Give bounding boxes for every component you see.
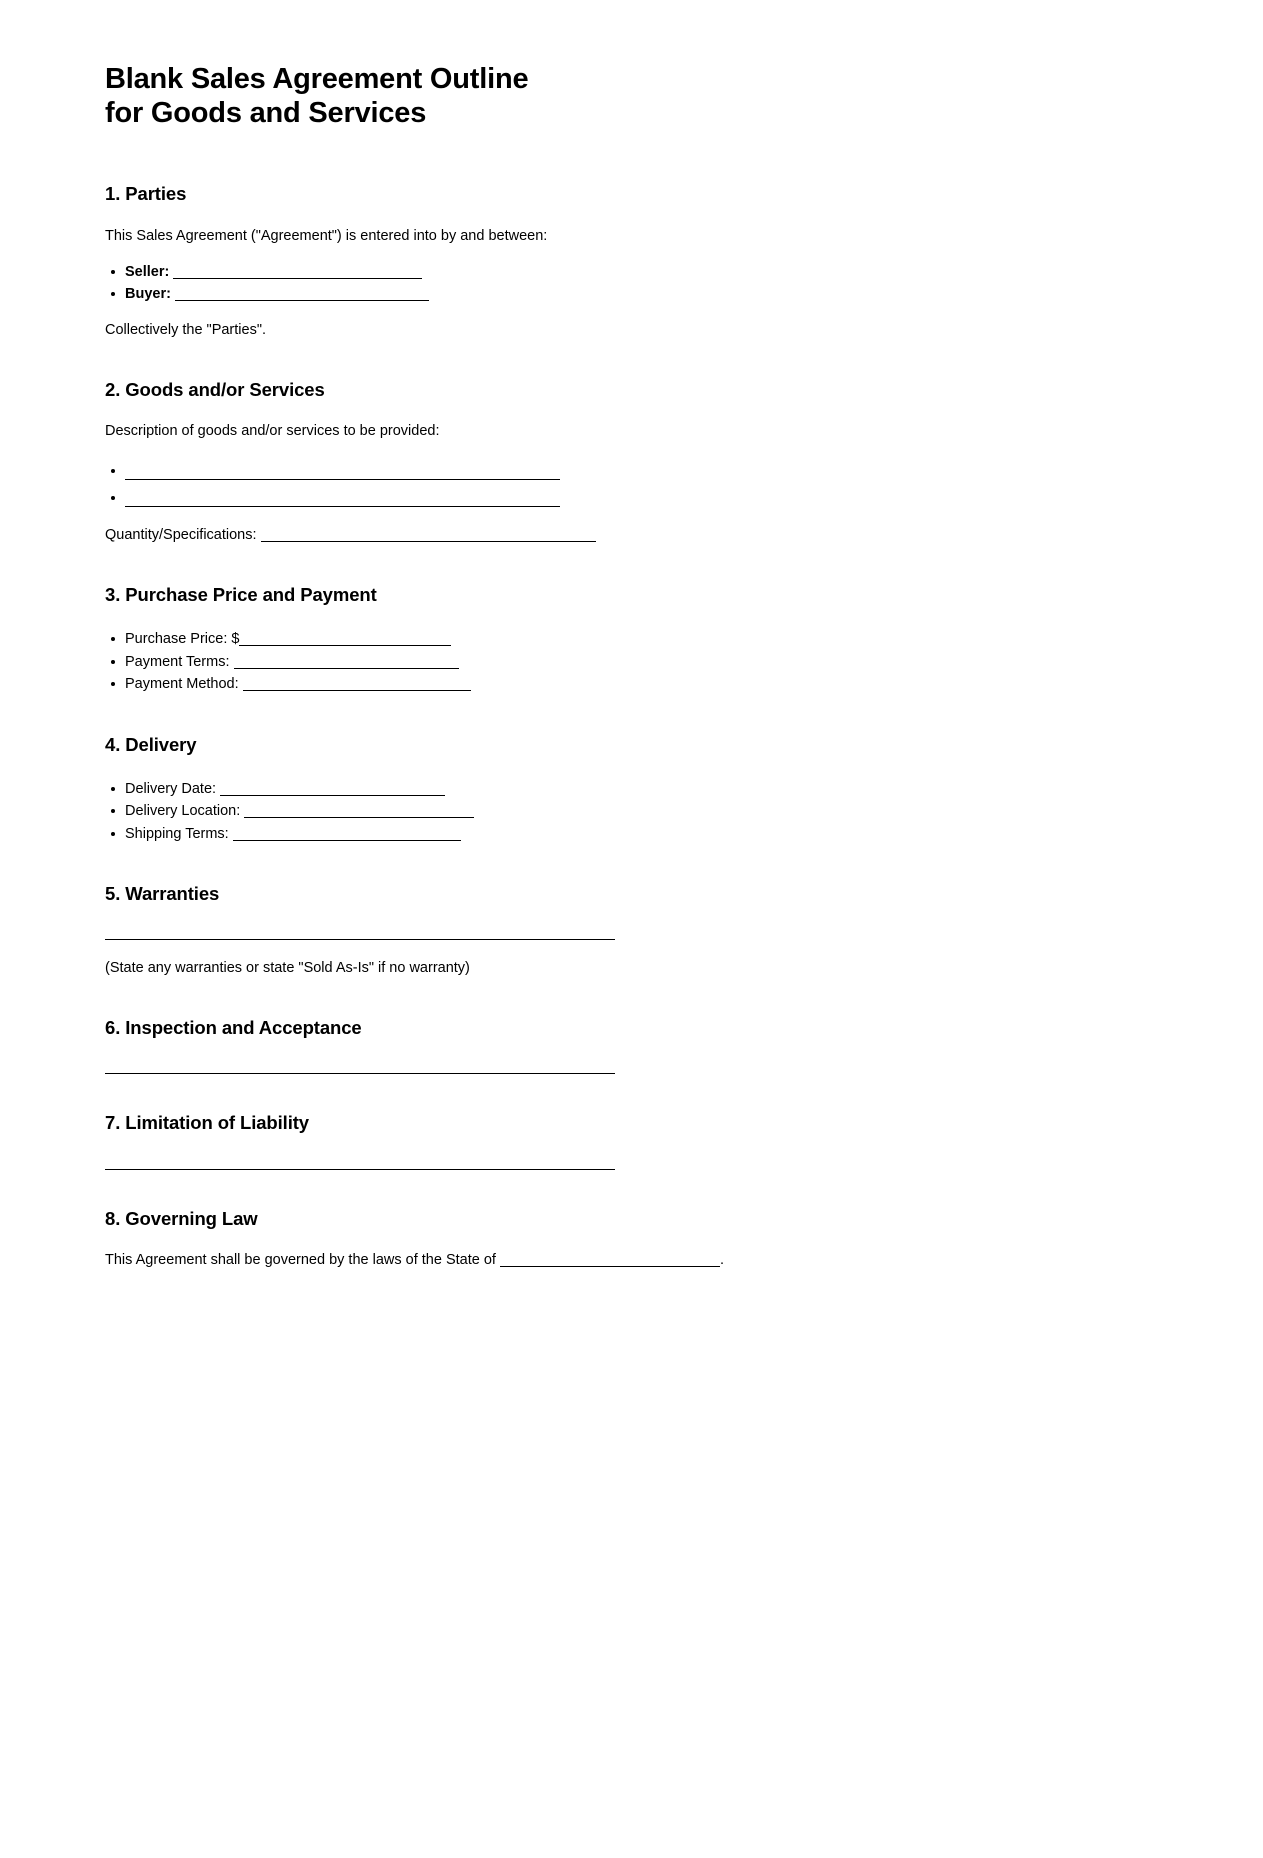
delivery-date-blank-field[interactable] <box>220 783 445 796</box>
section-delivery <box>105 734 1115 846</box>
governing-law-suffix: . <box>719 1251 724 1268</box>
section-limitation-liability <box>105 1112 1115 1169</box>
delivery-location-blank-field[interactable] <box>244 805 474 818</box>
list-item-goods-1 <box>105 460 1115 488</box>
section-goods-services <box>105 379 1115 546</box>
page-title-line-1: Blank Sales Agreement Outline <box>105 63 529 95</box>
page-title-line-2: for Goods and Services <box>105 97 427 130</box>
governing-law-text <box>105 1250 1115 1271</box>
delivery-location-label: Delivery Location: <box>125 803 241 820</box>
shipping-terms-label: Shipping Terms: <box>125 825 229 842</box>
payment-method-blank-field[interactable] <box>243 678 471 691</box>
list-item-delivery-date <box>105 778 1115 800</box>
goods-description-blank-2[interactable] <box>125 494 560 507</box>
payment-terms-label: Payment Terms: <box>125 653 230 670</box>
buyer-label: Buyer: <box>125 286 171 303</box>
section-heading-warranties: 5. Warranties <box>105 883 220 905</box>
list-item-payment-terms <box>105 651 1115 673</box>
section-heading-delivery: 4. Delivery <box>105 733 197 755</box>
list-item-shipping-terms <box>105 823 1115 845</box>
section-heading-limitation-liability: 7. Limitation of Liability <box>105 1112 309 1134</box>
purchase-price-blank-field[interactable] <box>239 633 451 646</box>
payment-bullet-list <box>105 628 1115 695</box>
section-inspection-acceptance <box>105 1017 1115 1074</box>
goods-description-blank-1[interactable] <box>125 467 560 480</box>
list-item-goods-2 <box>105 487 1115 515</box>
list-item-payment-method <box>105 673 1115 695</box>
parties-bullet-list <box>105 261 1115 306</box>
section-warranties <box>105 883 1115 979</box>
page-title <box>105 62 625 130</box>
list-item-delivery-location <box>105 800 1115 822</box>
quantity-specifications-line <box>105 525 1115 546</box>
section-heading-parties: 1. Parties <box>105 183 187 205</box>
parties-intro-text: This Sales Agreement ("Agreement") is entered into by and between: <box>105 227 548 244</box>
goods-bullet-list <box>105 460 1115 515</box>
list-item-purchase-price <box>105 628 1115 650</box>
seller-blank-field[interactable] <box>173 266 422 279</box>
parties-closing-text: Collectively the "Parties". <box>105 321 266 338</box>
delivery-date-label: Delivery Date: <box>125 780 217 797</box>
delivery-bullet-list <box>105 778 1115 845</box>
quantity-specifications-blank-field[interactable] <box>261 529 596 542</box>
list-item-buyer <box>105 283 1115 305</box>
list-item-seller <box>105 261 1115 283</box>
governing-state-blank-field[interactable] <box>500 1254 720 1267</box>
document-content <box>105 62 1115 1271</box>
section-parties <box>105 183 1115 340</box>
purchase-price-label: Purchase Price: $ <box>125 631 240 648</box>
section-heading-purchase-price-payment: 3. Purchase Price and Payment <box>105 583 377 605</box>
section-governing-law <box>105 1208 1115 1271</box>
warranties-note-text: (State any warranties or state "Sold As-Is" if no warranty) <box>105 960 470 977</box>
governing-law-prefix: This Agreement shall be governed by the laws of the State of <box>105 1251 496 1268</box>
buyer-blank-field[interactable] <box>175 288 429 301</box>
section-purchase-price-payment <box>105 584 1115 696</box>
section-heading-governing-law: 8. Governing Law <box>105 1207 258 1229</box>
section-heading-goods-services: 2. Goods and/or Services <box>105 378 325 400</box>
goods-intro-text: Description of goods and/or services to be provided: <box>105 422 440 439</box>
payment-terms-blank-field[interactable] <box>234 656 459 669</box>
section-heading-inspection-acceptance: 6. Inspection and Acceptance <box>105 1017 362 1039</box>
shipping-terms-blank-field[interactable] <box>233 828 461 841</box>
seller-label: Seller: <box>125 263 170 280</box>
payment-method-label: Payment Method: <box>125 676 239 693</box>
quantity-specifications-label: Quantity/Specifications: <box>105 526 257 543</box>
